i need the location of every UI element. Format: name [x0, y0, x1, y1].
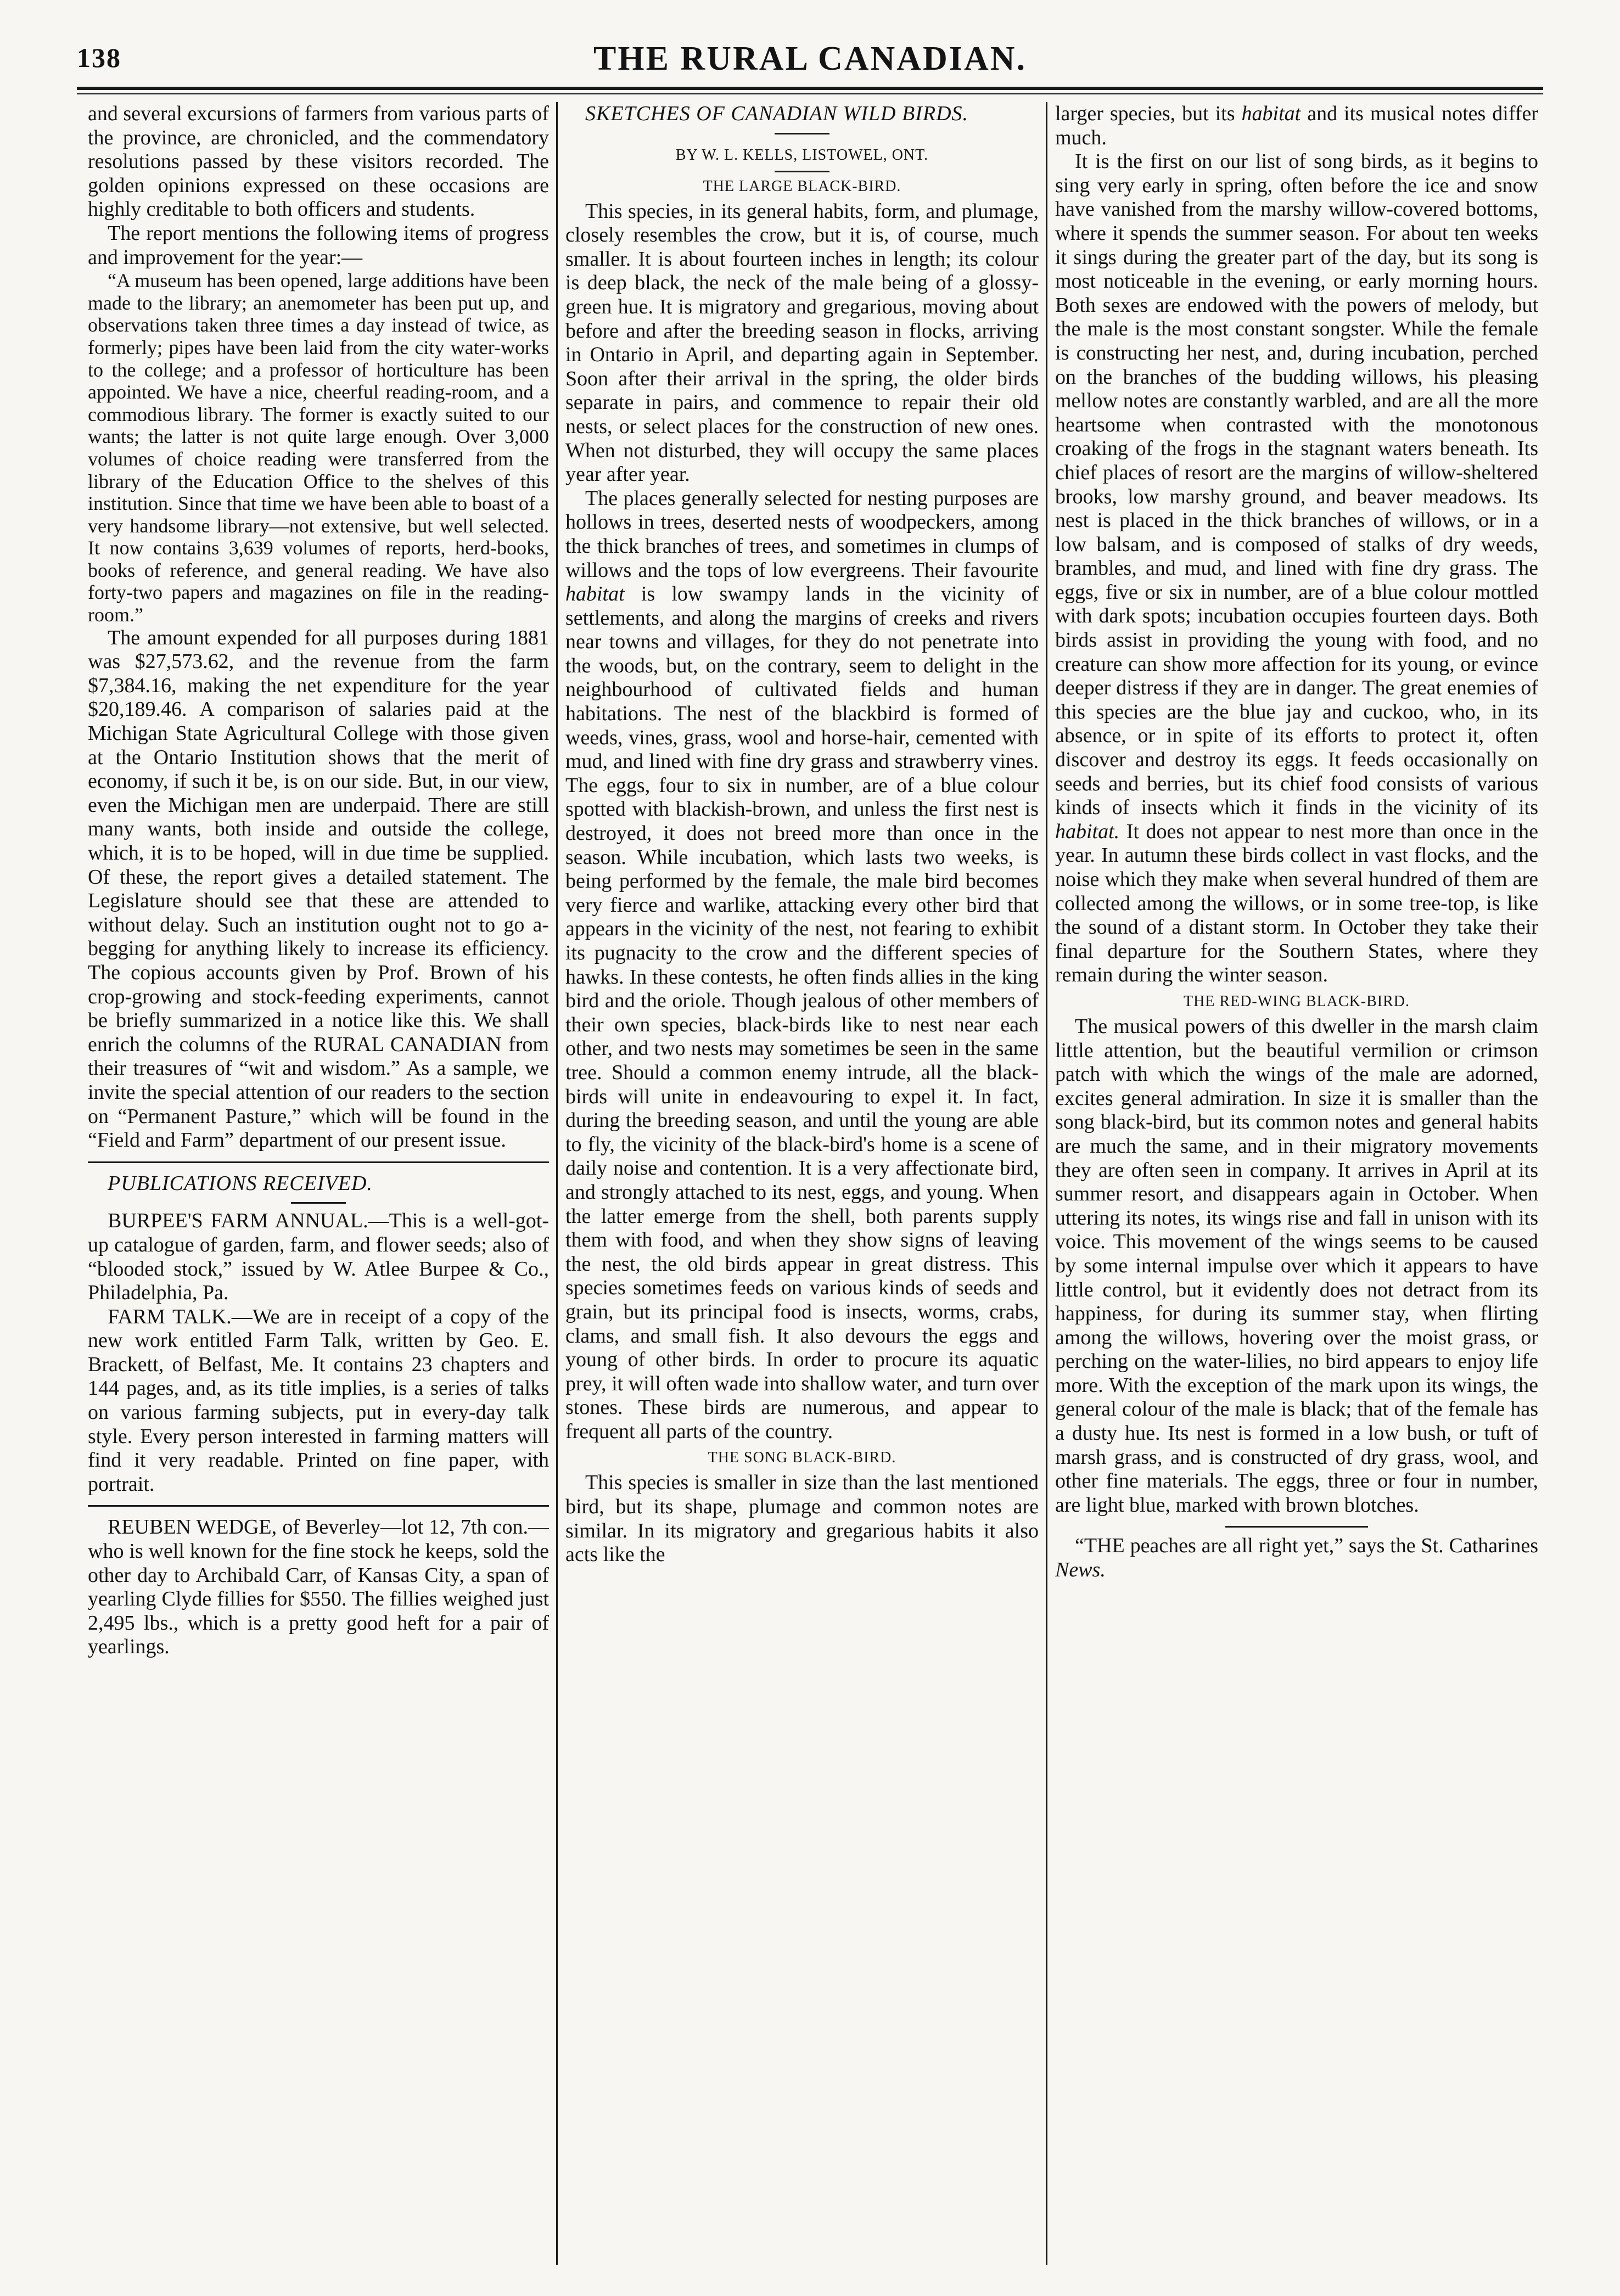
section-title-publications: PUBLICATIONS RECEIVED.: [108, 1171, 373, 1195]
masthead-title: THE RURAL CANADIAN.: [593, 40, 1027, 77]
report-quote: “A museum has been opened, large additions have been made to the library; an anemometer has been put up, and observations taken three times a day instead of twice, as formerly; pipes have been laid from the city water-works to the college; and a professor of horticulture has been appointed. We have a nice, cheerful reading-room, and a commodious library. The former is exactly suited to our wants; the latter is not quite large enough. Over 3,000 volumes of choice reading were transferred from the library of the Education Office to the shelves of this institution. Since that time we have been able to boast of a very handsome library—not extensive, but well selected. It now contains 3,639 volumes of reports, herd-books, books of reference, and general reading. We have also forty-two papers and magazines on file in the reading-room.”: [88, 270, 549, 626]
notice-text: of Beverley—lot 12, 7th con.—who is well known for the fine stock he keeps, sold the other day to Archibald Carr, of Kansas City, a span of yearling Clyde fillies for $550. The fillies weighed just 2,495 lbs., which is a pretty good heft for a pair of yearlings.: [88, 1515, 549, 1659]
column-right: [1055, 102, 1538, 2265]
column-divider: [1046, 102, 1047, 2265]
article-paragraph: The report mentions the following items of progress and improvement for the year:—: [88, 221, 549, 269]
publication-notice: [88, 1305, 549, 1497]
header-rule: [77, 87, 1543, 90]
publication-name: BURPEE'S FARM ANNUAL.: [108, 1209, 368, 1233]
italic-term: habitat: [565, 582, 625, 606]
publication-text: —We are in receipt of a copy of the new work entitled Farm Talk, written by Geo. E. Brackett, of Belfast, Me. It contains 23 chapters and 144 pages, and, as its title implies, is a series of talks on various farming subjects, put in every-day talk style. Every person interested in farming matters will find it very readable. Printed on fine paper, with portrait.: [88, 1305, 549, 1496]
subheading-red-wing-black-bird: THE RED-WING BLACK-BIRD.: [1183, 992, 1410, 1010]
article-paragraph: and several excursions of farmers from various parts of the province, are chronicled, and the commendatory resolutions passed by these visitors recorded. The golden opinions expressed on these occasions are highly creditable to both officers and students.: [88, 102, 549, 221]
title-rule: [775, 171, 829, 172]
text-run: and its musical notes differ much.: [1055, 102, 1538, 149]
article-paragraph: The musical powers of this dweller in the marsh claim little attention, but the beautiful vermilion or crimson patch with which the wings of the male are adorned, excites general admiration. In size it is smaller than the song black-bird, but its common notes and general habits are much the same, and in their migratory movements they are often seen in company. It arrives in April at its summer resort, and disappears again in October. When uttering its notes, its wings rise and fall in unison with its voice. This movement of the wings seems to be caused by some internal impulse over which it appears to have little control, but it evidently does not detract from its happiness, for during its summer stay, when flirting among the willows, hovering over the moist grass, or perching on the water-lilies, no bird appears to enjoy life more. With the exception of the mark upon its wings, the general colour of the male is black; that of the female has a dusty hue. Its nest is formed in a low bush, or tuft of marsh grass, and is constructed of dry grass, wool, and other fine materials. The eggs, three or four in number, are light blue, marked with brown blotches.: [1055, 1014, 1538, 1517]
column-left: [88, 102, 549, 2265]
title-rule: [775, 133, 829, 134]
text-run: It does not appear to nest more than once in the year. In autumn these birds collect in vast flocks, and the noise which they make when several hundred of them are collected among the willows, or in some tree-top, is like the sound of a distant storm. In October they take their final departure for the Southern States, where they remain during the winter season.: [1055, 819, 1538, 987]
text-run: larger species, but its: [1055, 102, 1242, 125]
article-paragraph: [1055, 102, 1538, 150]
article-paragraph: The amount expended for all purposes during 1881 was $27,573.62, and the revenue from the farm $7,384.16, making the net expenditure for the year $20,189.46. A comparison of salaries paid at the Michigan State Agricultural College with those given at the Ontario Institution shows that the merit of economy, if such it be, is on our side. But, in our view, even the Michigan men are underpaid. There are still many wants, both inside and outside the college, which, it is to be hoped, will in due time be supplied. Of these, the report gives a detailed statement. The Legislature should see that these are attended to without delay. Such an institution ought not to go a-begging for anything likely to increase its efficiency. The copious accounts given by Prof. Brown of his crop-growing and stock-feeding experiments, cannot be briefly summarized in a notice like this. We shall enrich the columns of the RURAL CANADIAN from their treasures of “wit and wisdom.” As a sample, we invite the special attention of our readers to the section on “Permanent Pasture,” which will be found in the “Field and Farm” department of our present issue.: [88, 626, 549, 1152]
stock-sale-notice: [88, 1515, 549, 1659]
article-paragraph: [1055, 150, 1538, 987]
text-run: The places generally selected for nesting purposes are hollows in trees, deserted nests of woodpeckers, among the thick branches of trees, and sometimes in clumps of willows and the tops of low evergreens. Their favourite: [565, 486, 1039, 582]
page-header: [77, 40, 1543, 78]
header-rule-thin: [77, 93, 1543, 94]
italic-term: habitat.: [1055, 819, 1120, 843]
article-title: SKETCHES OF CANADIAN WILD BIRDS.: [585, 102, 969, 125]
text-run: “THE peaches are all right yet,” says the St. Catharines: [1075, 1534, 1538, 1558]
article-paragraph: This species is smaller in size than the last mentioned bird, but its shape, plumage and common notes are similar. In its migratory and gregarious habits it also acts like the: [565, 1471, 1039, 1567]
section-rule: [88, 1161, 549, 1163]
text-run: is low swampy lands in the vicinity of settlements, and along the margins of creeks and rivers near towns and villages, for they do not penetrate into the woods, but, on the contrary, seem to delight in the neighbourhood of cultivated fields and human habitations. The nest of the blackbird is formed of weeds, vines, grass, wool and horse-hair, cemented with mud, and lined with fine dry grass and strawberry vines. The eggs, four to six in number, are of a blue colour spotted with blackish-brown, and unless the first nest is destroyed, it does not breed more than once in the season. While incubation, which lasts two weeks, is being performed by the female, the male bird becomes very fierce and warlike, attacking every other bird that appears in the vicinity of the nest, not fearing to exhibit its pugnacity to the crow and the different species of hawks. In these contests, he often finds allies in the king bird and the oriole. Though jealous of other members of their own species, black-birds like to nest near each other, and two nests may sometimes be seen in the same tree. Should a common enemy intrude, all the black-birds will unite in endeavouring to expel it. In fact, during the breeding season, and until the young are able to fly, the vicinity of the black-bird's home is a scene of daily noise and contention. It is a very affectionate bird, and strongly attached to its nest, eggs, and young. When the latter emerge from the shell, both parents supply them with food, and when they show signs of leaving the nest, the old birds appear in great distress. This species sometimes feeds on various kinds of seeds and grain, but its principal food is insects, worms, crabs, clams, and small fish. It also devours the eggs and young of other birds. In order to procure its aquatic prey, it will often wade into shallow water, and turn over stones. These birds are numerous, and appear to frequent all parts of the country.: [565, 582, 1039, 1443]
article-paragraph: This species, in its general habits, form, and plumage, closely resembles the crow, but it is, of course, much smaller. It is about fourteen inches in length; its colour is deep black, the neck of the male being of a glossy-green hue. It is migratory and gregarious, moving about before and after the breeding season in flocks, arriving in Ontario in April, and departing again in September. Soon after their arrival in the spring, the older birds separate in pairs, and commence to repair their old nests, or select places for the construction of new ones. When not disturbed, they will occupy the same places year after year.: [565, 199, 1039, 486]
column-divider: [556, 102, 558, 2265]
text-run: It is the first on our list of song birds, as it begins to sing very early in spring, often before the ice and snow have vanished from the marshy willow-covered bottoms, where it spends the summer season. For about ten weeks it sings during the greater part of the day, but its song is most noticeable in the evening, or early morning hours. Both sexes are endowed with the powers of melody, but the male is the most constant songster. While the female is constructing her nest, and, during incubation, perched on the branches of the budding willows, his pleasing mellow notes are constantly warbled, and are all the more heartsome when contrasted with the monotonous croaking of the frogs in the stagnant waters beneath. Its chief places of resort are the margins of willow-sheltered brooks, low marshy ground, and beaver meadows. Its nest is placed in the thick branches of willows, or in a low balsam, and is composed of stalks of dry weeds, brambles, and mud, and lined with fine dry grass. The eggs, five or six in number, are of a blue colour mottled with dark spots; incubation occupies fourteen days. Both birds assist in providing the young with food, and no creature can show more affection for its young, or evince deeper distress if they are in danger. The great enemies of this species are the blue jay and cuckoo, who, in its absence, or in spite of its efforts to protect it, often discover and destroy its eggs. It feeds occasionally on seeds and berries, but its chief food consists of various kinds of insects which it finds in the vicinity of its: [1055, 150, 1538, 819]
page-number: 138: [77, 42, 121, 73]
italic-term: habitat: [1241, 102, 1301, 125]
publication-name: FARM TALK.: [108, 1305, 232, 1328]
article-byline: BY W. L. KELLS, LISTOWEL, ONT.: [675, 146, 929, 164]
publication-notice: [88, 1209, 549, 1305]
section-rule: [1225, 1526, 1368, 1528]
title-rule: [291, 1202, 346, 1204]
seller-name: REUBEN WEDGE,: [108, 1515, 277, 1539]
subheading-large-black-bird: THE LARGE BLACK-BIRD.: [703, 177, 901, 195]
section-rule: [88, 1505, 549, 1507]
publication-text: —This is a well-got-up catalogue of garden, farm, and flower seeds; also of “blooded stock,” issued by W. Atlee Burpee & Co., Philadelphia, Pa.: [88, 1209, 549, 1305]
subheading-song-black-bird: THE SONG BLACK-BIRD.: [708, 1449, 896, 1467]
article-paragraph: [565, 487, 1039, 1444]
italic-term: News.: [1055, 1558, 1106, 1582]
news-quote: [1055, 1534, 1538, 1582]
column-middle: [565, 102, 1039, 2265]
